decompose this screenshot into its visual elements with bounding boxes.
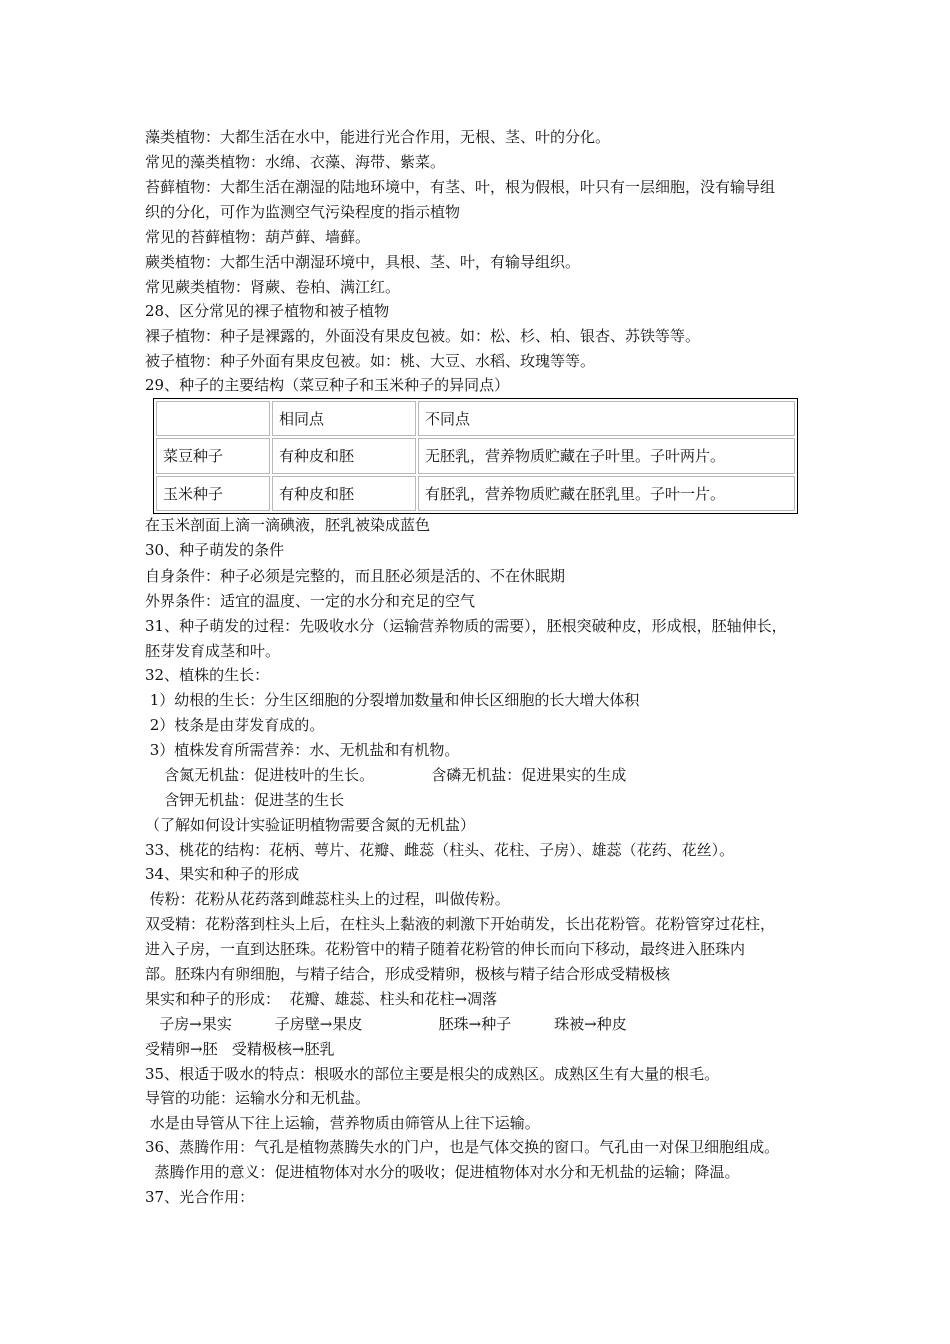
section-heading: 30、种子萌发的条件 <box>145 541 285 559</box>
table-cell: 无胚乳，营养物质贮藏在子叶里。子叶两片。 <box>418 438 795 473</box>
text-line: 导管的功能：运输水分和无机盐。 <box>145 1089 371 1107</box>
table-row <box>156 476 795 511</box>
section-heading: 28、区分常见的裸子植物和被子植物 <box>145 302 390 320</box>
text-line: （了解如何设计实验证明植物需要含氮的无机盐） <box>145 816 476 834</box>
table-cell: 玉米种子 <box>156 476 270 511</box>
table-row <box>156 438 795 473</box>
text-line: 双受精：花粉落到柱头上后，在柱头上黏液的刺激下开始萌发，长出花粉管。花粉管穿过花柱， <box>145 915 776 933</box>
text-line: 传粉：花粉从花药落到雌蕊柱头上的过程，叫做传粉。 <box>145 890 510 908</box>
table-header-cell <box>156 401 270 436</box>
table-cell: 有胚乳，营养物质贮藏在胚乳里。子叶一片。 <box>418 476 795 511</box>
table-cell: 有种皮和胚 <box>272 438 416 473</box>
text-line: 胚芽发育成茎和叶。 <box>145 642 281 660</box>
section-heading: 36、蒸腾作用：气孔是植物蒸腾失水的门户，也是气体交换的窗口。气孔由一对保卫细胞组成。 <box>145 1138 780 1156</box>
section-heading: 31、种子萌发的过程：先吸收水分（运输营养物质的需要），胚根突破种皮，形成根，胚轴伸长， <box>145 617 787 635</box>
text-line: 在玉米剖面上滴一滴碘液，胚乳被染成蓝色 <box>145 516 431 534</box>
text-line: 外界条件：适宜的温度、一定的水分和充足的空气 <box>145 592 476 610</box>
section-heading: 32、植株的生长： <box>145 666 270 684</box>
text-line: 部。胚珠内有卵细胞，与精子结合，形成受精卵，极核与精子结合形成受精极核 <box>145 965 671 983</box>
text-line: 裸子植物：种子是裸露的，外面没有果皮包被。如：松、杉、柏、银杏、苏铁等等。 <box>145 327 701 345</box>
section-heading: 33、桃花的结构：花柄、萼片、花瓣、雌蕊（柱头、花柱、子房）、雄蕊（花药、花丝）。 <box>145 841 735 859</box>
text-line: 自身条件：种子必须是完整的，而且胚必须是活的、不在休眠期 <box>145 567 566 585</box>
text-line: 1）幼根的生长：分生区细胞的分裂增加数量和伸长区细胞的长大增大体积 <box>145 691 640 709</box>
text-line: 常见的藻类植物：水绵、衣藻、海带、紫菜。 <box>145 153 446 171</box>
text-line: 被子植物：种子外面有果皮包被。如：桃、大豆、水稻、玫瑰等等。 <box>145 352 596 370</box>
text-line: 织的分化，可作为监测空气污染程度的指示植物 <box>145 203 461 221</box>
text-line: 进入子房，一直到达胚珠。花粉管中的精子随着花粉管的伸长而向下移动，最终进入胚珠内 <box>145 940 746 958</box>
table-header-row <box>156 401 795 436</box>
section-heading: 34、果实和种子的形成 <box>145 865 300 883</box>
section-heading: 35、根适于吸水的特点：根吸水的部位主要是根尖的成熟区。成熟区生有大量的根毛。 <box>145 1065 720 1083</box>
section-heading: 29、种子的主要结构（菜豆种子和玉米种子的异同点） <box>145 376 510 394</box>
text-line: 常见蕨类植物：肾蕨、卷柏、满江红。 <box>145 278 401 296</box>
text-line: 含氮无机盐：促进枝叶的生长。 含磷无机盐：促进果实的生成 <box>145 766 627 784</box>
text-line: 蒸腾作用的意义：促进植物体对水分的吸收；促进植物体对水分和无机盐的运输；降温。 <box>145 1163 740 1181</box>
text-line: 藻类植物：大都生活在水中，能进行光合作用，无根、茎、叶的分化。 <box>145 128 611 146</box>
seed-comparison-table <box>153 398 798 514</box>
text-line: 受精卵→胚 受精极核→胚乳 <box>145 1040 335 1058</box>
text-line: 含钾无机盐：促进茎的生长 <box>145 791 345 809</box>
table-cell: 有种皮和胚 <box>272 476 416 511</box>
table-header-cell: 不同点 <box>418 401 795 436</box>
table-header-cell: 相同点 <box>272 401 416 436</box>
text-line: 水是由导管从下往上运输，营养物质由筛管从上往下运输。 <box>145 1114 540 1132</box>
text-line: 子房→果实 子房壁→果皮 胚珠→种子 珠被→种皮 <box>145 1015 627 1033</box>
text-line: 苔藓植物：大都生活在潮湿的陆地环境中，有茎、叶，根为假根，叶只有一层细胞，没有输导组 <box>145 178 776 196</box>
text-line: 3）植株发育所需营养：水、无机盐和有机物。 <box>145 741 460 759</box>
table-cell: 菜豆种子 <box>156 438 270 473</box>
section-heading: 37、光合作用： <box>145 1188 255 1206</box>
text-line: 2）枝条是由芽发育成的。 <box>145 716 325 734</box>
text-line: 果实和种子的形成： 花瓣、雄蕊、柱头和花柱→凋落 <box>145 990 498 1008</box>
text-line: 常见的苔藓植物：葫芦藓、墙藓。 <box>145 228 371 246</box>
text-line: 蕨类植物：大都生活中潮湿环境中，具根、茎、叶，有输导组织。 <box>145 253 581 271</box>
